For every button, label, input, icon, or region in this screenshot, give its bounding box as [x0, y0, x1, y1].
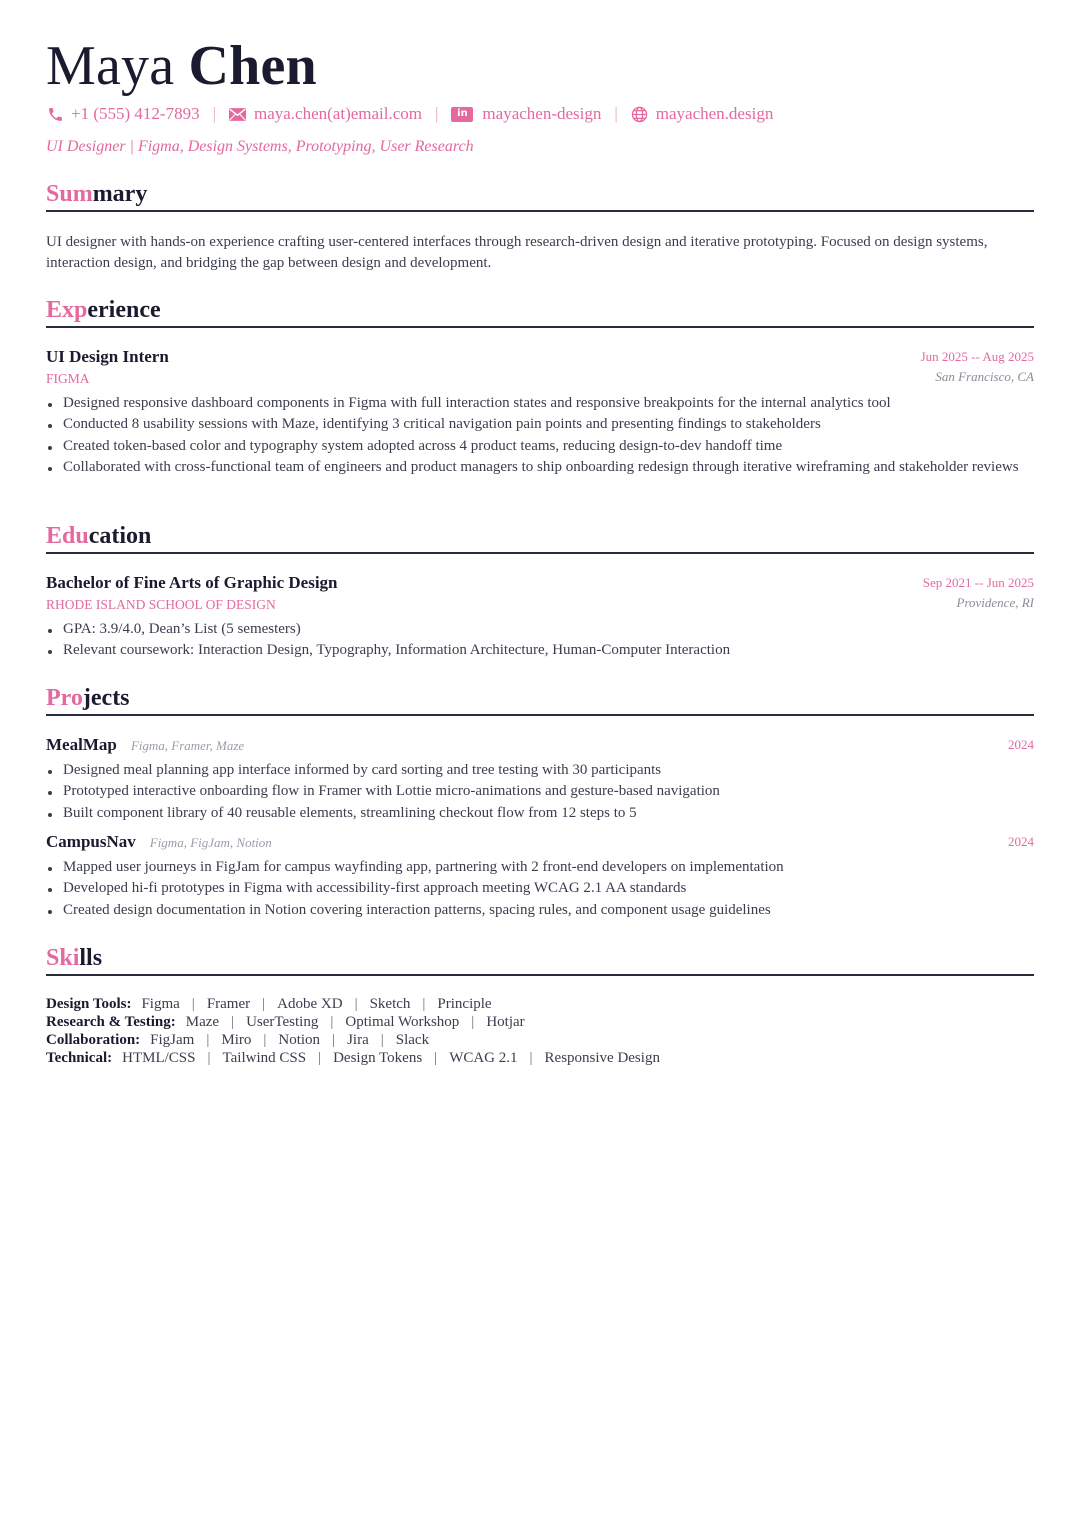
envelope-icon: [229, 105, 247, 123]
project-year: 2024: [1008, 737, 1034, 752]
section-title-education: [46, 521, 1034, 554]
job-title: UI Design Intern: [46, 347, 169, 366]
skills-list: [46, 995, 1034, 1067]
section-title-projects: [46, 683, 1034, 716]
skill-item: UserTesting: [246, 1014, 319, 1030]
skill-row: [46, 1031, 1034, 1049]
title-rest: lls: [79, 945, 103, 971]
skill-item: Jira: [347, 1032, 369, 1048]
skill-separator: |: [191, 996, 195, 1012]
job-dates: Jun 2025 -- Aug 2025: [920, 349, 1034, 364]
project-bullets: [46, 760, 1034, 824]
list-item: Mapped user journeys in FigJam for campus wayfinding app, partnering with 2 front-end developers on implementation: [46, 857, 1034, 878]
skill-item: Framer: [206, 996, 251, 1012]
education-dates: Sep 2021 -- Jun 2025: [922, 575, 1034, 590]
skill-separator: |: [231, 1014, 235, 1030]
contact-linkedin[interactable]: [451, 102, 601, 126]
skill-separator: |: [263, 1032, 267, 1048]
tagline: UI Designer | Figma, Design Systems, Prototyping, User Research: [46, 138, 474, 155]
skill-separator: |: [434, 1050, 438, 1066]
list-item: Conducted 8 usability sessions with Maze, identifying 3 critical navigation pain points and presenting findings to stakeholders: [46, 414, 1034, 435]
skill-separator: |: [262, 996, 266, 1012]
list-item: GPA: 3.9/4.0, Dean’s List (5 semesters): [46, 619, 1034, 640]
education-bullets: [46, 619, 1034, 662]
list-item: Designed responsive dashboard components in Figma with full interaction states and responsive breakpoints for the internal analytics tool: [46, 393, 1034, 414]
skill-category-label: Collaboration:: [46, 1032, 141, 1048]
summary-text: UI designer with hands-on experience crafting user-centered interfaces through research-driven design and iterative prototyping. Focused on design systems, interaction design, and bridging the gap between design and development.: [46, 234, 988, 271]
phone-icon: [46, 105, 64, 123]
skill-item: Design Tokens: [333, 1050, 423, 1066]
degree-title: Bachelor of Fine Arts of Graphic Design: [46, 573, 338, 592]
contact-separator: |: [212, 104, 216, 123]
list-item: Prototyped interactive onboarding flow in Framer with Lottie micro-animations and gesture-based navigation: [46, 781, 1034, 802]
list-item: Created token-based color and typography system adopted across 4 product teams, reducing design-to-dev handoff time: [46, 436, 1034, 457]
section-title-skills: [46, 943, 1034, 976]
list-item: Designed meal planning app interface informed by card sorting and tree testing with 30 participants: [46, 760, 1034, 781]
phone-text: +1 (555) 412-7893: [71, 104, 200, 123]
skill-item: Tailwind CSS: [222, 1050, 307, 1066]
education-location: Providence, RI: [956, 595, 1034, 610]
list-item: Collaborated with cross-functional team of engineers and product managers to ship onboarding redesign through iterative wireframing and stakeholder reviews: [46, 457, 1034, 478]
project-tools: Figma, Framer, Maze: [130, 738, 245, 753]
first-name: Maya: [46, 35, 175, 97]
linkedin-icon: in: [451, 107, 473, 122]
title-accent: Edu: [46, 523, 89, 549]
skill-separator: |: [332, 1032, 336, 1048]
skill-row: [46, 1013, 1034, 1031]
contact-separator: |: [614, 104, 618, 123]
list-item: Created design documentation in Notion covering interaction patterns, spacing rules, and component usage guidelines: [46, 900, 1034, 921]
project-year: 2024: [1008, 834, 1034, 849]
contact-email[interactable]: [229, 102, 422, 126]
skill-item: Hotjar: [486, 1014, 525, 1030]
contact-phone[interactable]: [46, 102, 200, 126]
skill-separator: |: [529, 1050, 533, 1066]
job-bullets: [46, 393, 1034, 478]
skill-separator: |: [206, 1032, 210, 1048]
skill-item: Sketch: [369, 996, 411, 1012]
title-rest: erience: [87, 297, 161, 323]
project-name: MealMap: [46, 735, 117, 754]
project-name: CampusNav: [46, 832, 136, 851]
skill-separator: |: [207, 1050, 211, 1066]
skill-item: Optimal Workshop: [345, 1014, 460, 1030]
skill-separator: |: [354, 996, 358, 1012]
title-accent: Pro: [46, 685, 83, 711]
title-accent: Exp: [46, 297, 88, 323]
email-text: maya.chen(at)email.com: [253, 104, 423, 123]
skill-item: WCAG 2.1: [449, 1050, 518, 1066]
section-title-summary: [46, 179, 1034, 212]
title-accent: Sum: [46, 181, 93, 207]
skill-item: Notion: [278, 1032, 321, 1048]
project-tools: Figma, FigJam, Notion: [149, 835, 272, 850]
skill-category-label: Technical:: [46, 1050, 113, 1066]
title-accent: Ski: [46, 945, 80, 971]
skill-item: HTML/CSS: [122, 1050, 196, 1066]
title-rest: jects: [82, 685, 130, 711]
project-title: [46, 831, 272, 854]
school-name: RHODE ISLAND SCHOOL OF DESIGN: [46, 597, 276, 612]
skill-separator: |: [471, 1014, 475, 1030]
project-bullets: [46, 857, 1034, 921]
skill-item: Maze: [185, 1014, 220, 1030]
skill-item: Slack: [395, 1032, 430, 1048]
skill-item: FigJam: [150, 1032, 195, 1048]
last-name: Chen: [188, 35, 317, 97]
project-title: [46, 734, 244, 757]
contact-separator: |: [435, 104, 439, 123]
skill-row: [46, 1049, 1034, 1067]
skill-category-label: Design Tools:: [46, 996, 132, 1012]
skill-separator: |: [380, 1032, 384, 1048]
job-location: San Francisco, CA: [935, 369, 1034, 384]
section-title-experience: [46, 295, 1034, 328]
skill-separator: |: [318, 1050, 322, 1066]
skill-item: Adobe XD: [277, 996, 343, 1012]
skill-separator: |: [422, 996, 426, 1012]
list-item: Developed hi-fi prototypes in Figma with accessibility-first approach meeting WCAG 2.1 AA standards: [46, 878, 1034, 899]
skill-item: Responsive Design: [544, 1050, 660, 1066]
skill-item: Miro: [221, 1032, 252, 1048]
title-rest: cation: [88, 523, 152, 549]
skill-item: Principle: [437, 996, 492, 1012]
skill-item: Figma: [141, 996, 180, 1012]
title-rest: mary: [92, 181, 148, 207]
skill-row: [46, 995, 1034, 1013]
candidate-name: [46, 34, 317, 98]
skill-separator: |: [330, 1014, 334, 1030]
linkedin-text: mayachen-design: [482, 104, 602, 123]
list-item: Relevant coursework: Interaction Design, Typography, Information Architecture, Human-Computer Interaction: [46, 640, 1034, 661]
company-name: FIGMA: [46, 371, 90, 386]
skill-category-label: Research & Testing:: [46, 1014, 176, 1030]
contact-website[interactable]: [631, 102, 774, 126]
website-text: mayachen.design: [655, 104, 774, 123]
globe-icon: [631, 105, 649, 123]
contact-bar: [46, 102, 773, 126]
list-item: Built component library of 40 reusable elements, streamlining checkout flow from 12 steps to 5: [46, 803, 1034, 824]
